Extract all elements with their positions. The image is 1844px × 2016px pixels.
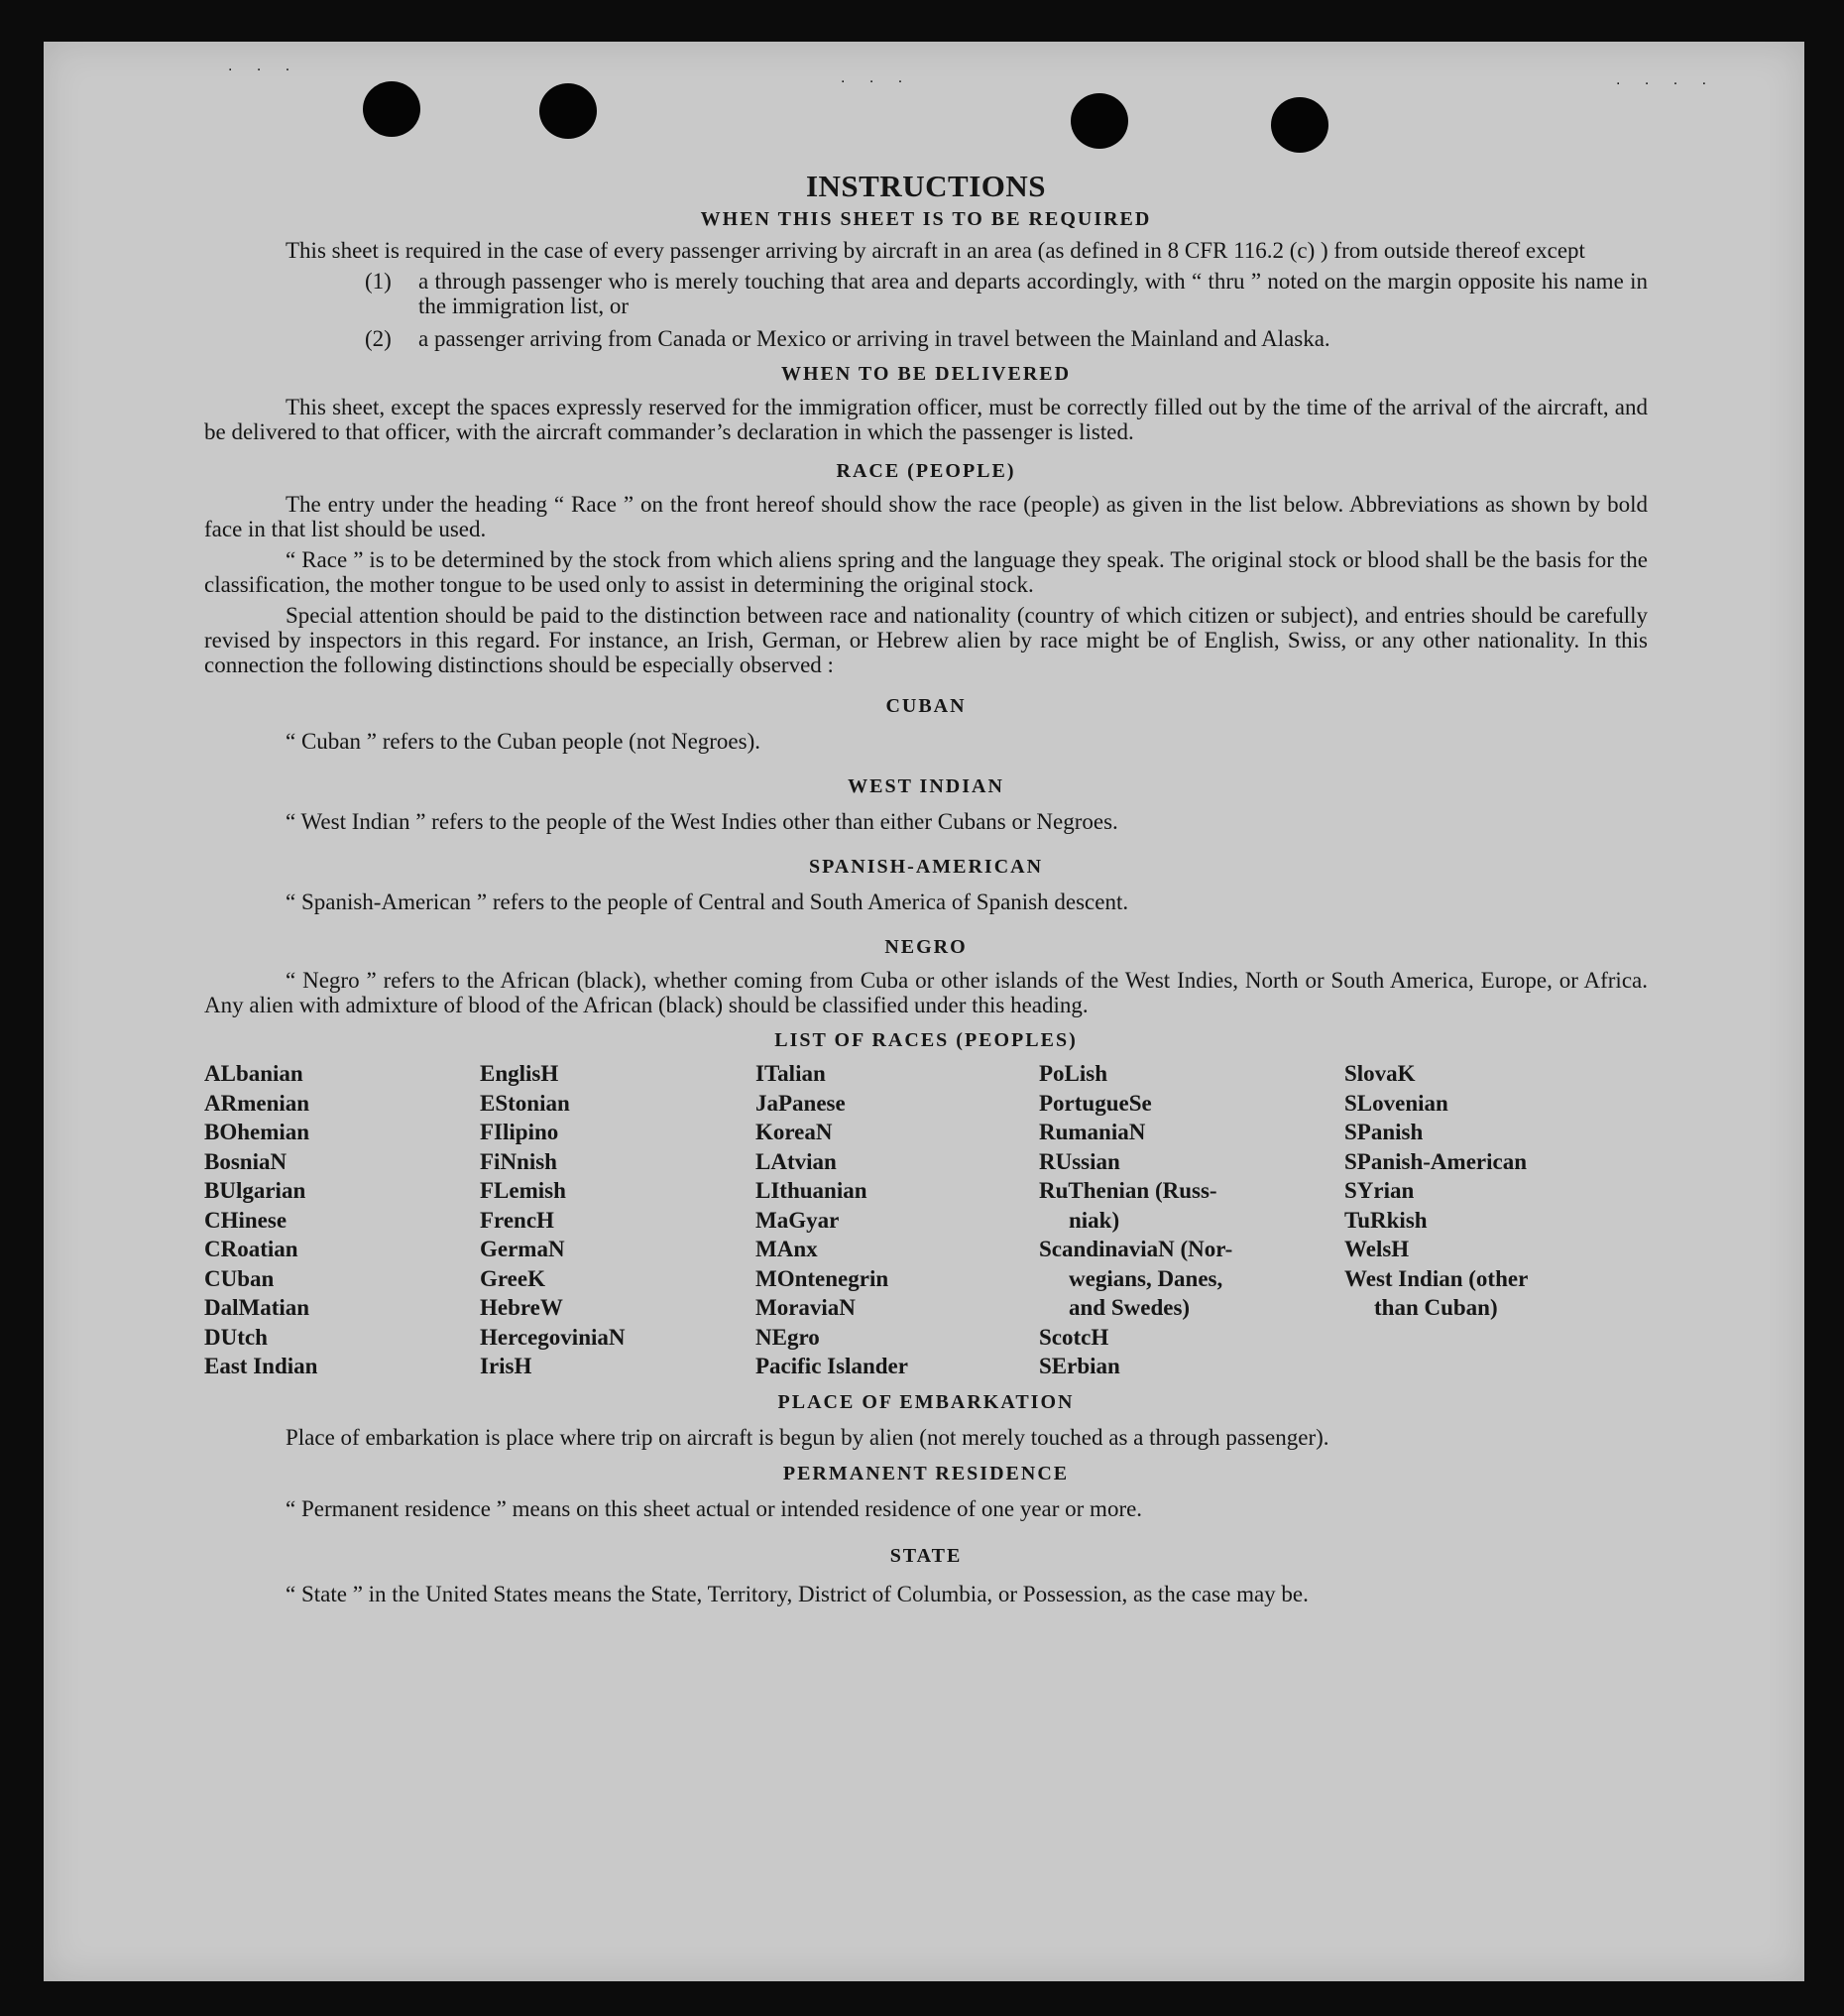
heading-when-delivered: WHEN TO BE DELIVERED [780,363,1072,385]
item-number: (2) [365,326,392,351]
race-entry: SYrian [1344,1178,1415,1203]
race-entry: SLovenian [1344,1090,1448,1116]
race-entry: TuRkish [1344,1207,1428,1233]
race-entry: WelsH [1344,1237,1410,1261]
race-entry: East Indian [204,1354,318,1378]
speck-marks-left: . . . [228,58,300,74]
race-entry: PortugueSe [1039,1090,1152,1116]
race-entry: BosniaN [204,1148,288,1174]
heading-when-required: WHEN THIS SHEET IS TO BE REQUIRED [700,208,1152,230]
race-entry: HebreW [480,1295,563,1320]
race-entry: MOntenegrin [755,1265,889,1291]
paragraph-when-required: This sheet is required in the case of every passenger arriving by aircraft in an area (as defined in 8 CFR 116.2 (c) ) from outside thereof except [286,238,1585,263]
race-entry: SErbian [1039,1354,1120,1378]
race-entry: MAnx [755,1237,818,1261]
race-entry: ScandinaviaN (Nor- [1039,1237,1233,1261]
race-entry: SlovaK [1344,1061,1416,1086]
race-entry: LAtvian [755,1148,837,1174]
races-column [1344,1059,1648,1381]
race-entry: LIthuanian [755,1178,867,1203]
heading-state: STATE [889,1544,963,1567]
race-entry: GreeK [480,1265,545,1291]
speck-marks-right: . . . . [1616,71,1717,88]
race-entry: DUtch [204,1324,268,1350]
race-entry: FiNnish [480,1148,557,1174]
race-entry: KoreaN [755,1120,833,1144]
list-item [365,326,1648,351]
heading-permanent-residence: PERMANENT RESIDENCE [782,1462,1070,1484]
race-entry: EStonian [480,1090,570,1116]
heading-place-of-embarkation: PLACE OF EMBARKATION [777,1390,1075,1413]
punch-hole-1 [363,81,420,137]
paragraph-state: “ State ” in the United States means the State, Territory, District of Columbia, or Possession, as the case may be. [286,1581,1309,1606]
page-title: INSTRUCTIONS [805,169,1046,203]
paragraph-cuban: “ Cuban ” refers to the Cuban people (not Negroes). [286,729,761,754]
speck-marks-mid: . . . [841,69,913,86]
list-item [365,269,1648,318]
race-entry: wegians, Danes, [1069,1265,1223,1291]
race-entry: ARmenian [204,1090,310,1116]
heading-cuban: CUBAN [885,695,967,717]
paragraph-spanish-american: “ Spanish-American ” refers to the people of Central and South America of Spanish descent. [286,889,1129,914]
race-entry: DalMatian [204,1295,310,1320]
item-text: a through passenger who is merely touching that area and departs accordingly, with “ thru ” noted on the margin opposite his name in the immigration list, or [418,269,1648,318]
paragraph-negro: “ Negro ” refers to the African (black), whether coming from Cuba or other islands of the West Indies, North or South America, Europe, or Africa. Any alien with admixture of blood of the African (black) should be classified under this heading. [204,968,1648,1017]
races-list [204,1059,1648,1381]
race-entry: RumaniaN [1039,1120,1146,1144]
paragraph-place-of-embarkation: Place of embarkation is place where trip on aircraft is begun by alien (not merely touched as a through passenger). [286,1424,1329,1450]
paragraph-when-delivered: This sheet, except the spaces expressly reserved for the immigration officer, must be correctly filled out by the time of the arrival of the aircraft, and be delivered to that officer, with the aircraft commander’s declaration in which the passenger is listed. [204,395,1648,444]
race-entry: CRoatian [204,1237,298,1261]
races-column [755,1059,1039,1381]
race-entry: RuThenian (Russ- [1039,1178,1217,1203]
heading-race: RACE (PEOPLE) [836,460,1016,482]
race-entry: FrencH [480,1207,554,1233]
race-entry: RUssian [1039,1148,1120,1174]
race-entry: BOhemian [204,1120,310,1144]
race-entry: SPanish-American [1344,1148,1527,1174]
race-entry: HercegoviniaN [480,1324,626,1350]
race-entry: ScotcH [1039,1324,1109,1350]
heading-negro: NEGRO [884,936,968,958]
item-text: a passenger arriving from Canada or Mexico or arriving in travel between the Mainland and Alaska. [418,326,1330,351]
race-entry: West Indian (other [1344,1265,1529,1291]
paragraph-permanent-residence: “ Permanent residence ” means on this sheet actual or intended residence of one year or more. [286,1495,1143,1521]
race-entry: EnglisH [480,1061,559,1086]
races-column [1039,1059,1344,1381]
paragraph-race-2: “ Race ” is to be determined by the stock from which aliens spring and the language they speak. The original stock or blood shall be the basis for the classification, the mother tongue to be used only to assist in determining the original stock. [204,547,1648,597]
race-entry: GermaN [480,1237,565,1261]
races-column [204,1059,480,1381]
heading-west-indian: WEST INDIAN [848,775,1004,797]
race-entry: niak) [1069,1207,1120,1233]
race-entry: CUban [204,1265,275,1291]
race-entry: FIlipino [480,1120,559,1144]
race-entry: Pacific Islander [755,1354,908,1378]
punch-hole-3 [1071,93,1128,149]
race-entry: ALbanian [204,1061,303,1086]
race-entry: FLemish [480,1178,566,1203]
race-entry: than Cuban) [1374,1295,1498,1320]
races-column [480,1059,755,1381]
race-entry: and Swedes) [1069,1295,1191,1320]
race-entry: IrisH [480,1354,532,1378]
punch-hole-4 [1271,97,1328,153]
paragraph-race-1: The entry under the heading “ Race ” on the front hereof should show the race (people) as given in the list below. Abbreviations as shown by bold face in that list should be used. [204,492,1648,541]
document-sheet [44,42,1804,1981]
race-entry: MaGyar [755,1207,840,1233]
paragraph-west-indian: “ West Indian ” refers to the people of the West Indies other than either Cubans or Negroes. [286,809,1118,834]
race-entry: JaPanese [755,1090,846,1116]
race-entry: SPanish [1344,1120,1424,1144]
race-entry: MoraviaN [755,1295,856,1320]
item-number: (1) [365,269,392,294]
race-entry: CHinese [204,1207,288,1233]
race-entry: BUlgarian [204,1178,306,1203]
heading-spanish-american: SPANISH-AMERICAN [808,856,1044,878]
paragraph-race-3: Special attention should be paid to the distinction between race and nationality (country of which citizen or subject), and entries should be carefully revised by inspectors in this regard. For instance, an Irish, German, or Hebrew alien by race might be of English, Swiss, or any other nationality. In this connection the following distinctions should be especially observed : [204,603,1648,677]
instructions-content [204,167,1648,1610]
punch-hole-2 [539,83,597,139]
race-entry: ITalian [755,1061,826,1086]
race-entry: PoLish [1039,1061,1108,1086]
race-entry: NEgro [755,1324,820,1350]
heading-list-of-races: LIST OF RACES (PEOPLES) [774,1029,1078,1051]
